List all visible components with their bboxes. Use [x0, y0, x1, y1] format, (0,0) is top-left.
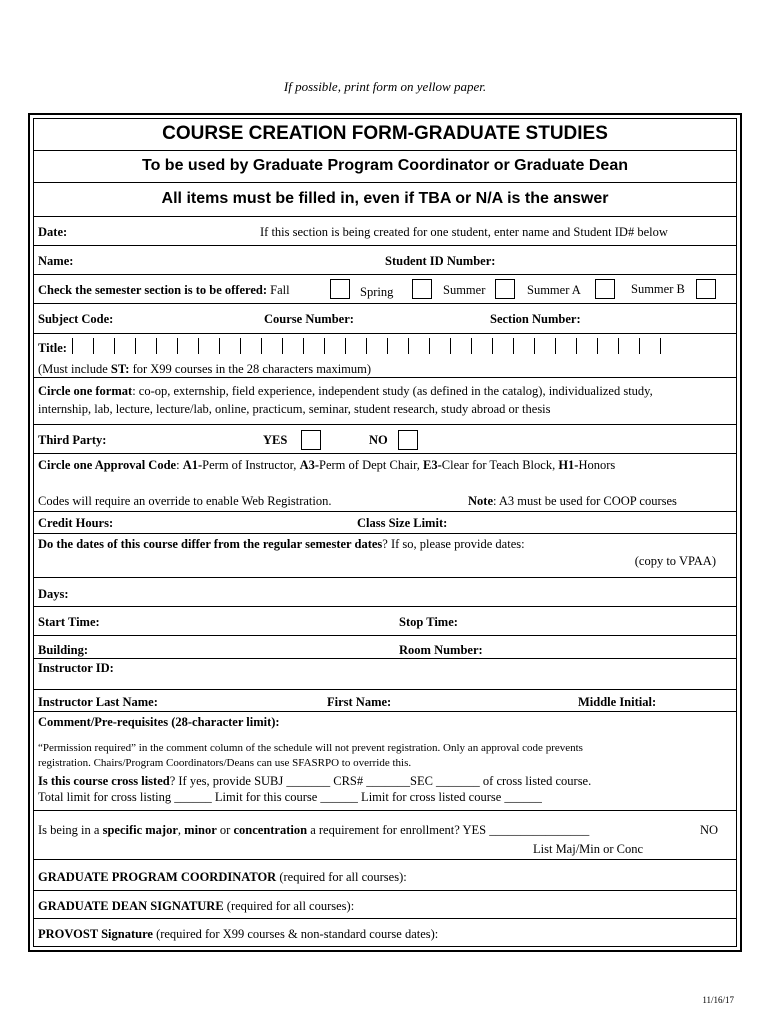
- stop-time-label: Stop Time:: [399, 615, 458, 629]
- days-label: Days:: [38, 587, 69, 601]
- char-tick: [282, 338, 283, 354]
- title-row: [34, 119, 736, 151]
- summer-b-label: Summer B: [631, 282, 685, 296]
- comment-label: Comment/Pre-requisites (28-character limit):: [38, 715, 280, 729]
- char-tick: [135, 338, 136, 354]
- credit-row: [34, 512, 736, 534]
- cross-list-row: [34, 769, 736, 811]
- comment-note-line-2: registration. Chairs/Program Coordinators/Deans can use SFASRPO to override this.: [38, 757, 412, 769]
- date-label: Date:: [38, 225, 68, 239]
- instructor-name-row: [34, 690, 736, 712]
- major-row: [34, 811, 736, 860]
- dean-signature-label: GRADUATE DEAN SIGNATURE (required for all courses):: [38, 899, 355, 913]
- name-row: [34, 246, 736, 275]
- char-tick: [240, 338, 241, 354]
- major-no-label: NO: [700, 823, 719, 837]
- spring-checkbox[interactable]: [412, 279, 432, 299]
- provost-row: [34, 919, 736, 950]
- char-tick: [618, 338, 619, 354]
- building-row: [34, 636, 736, 659]
- coordinator-row: [34, 860, 736, 891]
- instructions-row: [34, 183, 736, 217]
- course-creation-form: [28, 113, 742, 952]
- approval-codes: Circle one Approval Code: A1-Perm of Instructor, A3-Perm of Dept Chair, E3-Clear for Teach Block, H1-Honors: [38, 458, 616, 472]
- form-body: [33, 118, 737, 947]
- format-line-2: internship, lab, lecture, lecture/lab, online, practicum, seminar, student research, study abroad or thesis: [38, 402, 551, 416]
- char-tick: [198, 338, 199, 354]
- spring-label: Spring: [360, 285, 394, 299]
- char-tick: [492, 338, 493, 354]
- date-row: [34, 217, 736, 246]
- char-tick: [660, 338, 661, 354]
- char-tick: [366, 338, 367, 354]
- major-list-note: List Maj/Min or Conc: [533, 842, 644, 856]
- char-tick: [156, 338, 157, 354]
- char-tick: [114, 338, 115, 354]
- instructor-id-label: Instructor ID:: [38, 661, 114, 675]
- time-row: [34, 607, 736, 636]
- format-row: [34, 378, 736, 425]
- char-tick: [429, 338, 430, 354]
- approval-row: [34, 454, 736, 512]
- char-tick: [219, 338, 220, 354]
- char-tick: [72, 338, 73, 354]
- third-party-yes-label: YES: [263, 433, 288, 447]
- fall-label: Fall: [270, 283, 290, 297]
- char-tick: [324, 338, 325, 354]
- provost-signature-label: PROVOST Signature (required for X99 courses & non-standard course dates):: [38, 927, 439, 941]
- char-tick: [261, 338, 262, 354]
- section-number-label: Section Number:: [490, 312, 581, 326]
- semester-label: Check the semester section is to be offered: Fall: [38, 283, 290, 297]
- char-tick: [576, 338, 577, 354]
- form-title: COURSE CREATION FORM-GRADUATE STUDIES: [162, 123, 608, 144]
- title-field-row: [34, 334, 736, 378]
- third-party-no-checkbox[interactable]: [398, 430, 418, 450]
- summer-label: Summer: [443, 283, 486, 297]
- title-note: (Must include ST: for X99 courses in the 28 characters maximum): [38, 362, 372, 376]
- coordinator-signature-label: GRADUATE PROGRAM COORDINATOR (required for all courses):: [38, 870, 407, 884]
- dean-row: [34, 891, 736, 919]
- cross-list-line-2: Total limit for cross listing ______ Limit for this course ______ Limit for cross listed course ______: [38, 790, 542, 804]
- cross-list-line-1: Is this course cross listed? If yes, provide SUBJ _______ CRS# _______SEC _______ of cross listed course.: [38, 774, 592, 788]
- third-party-yes-checkbox[interactable]: [301, 430, 321, 450]
- instructor-first-name-label: First Name:: [327, 695, 392, 709]
- third-party-row: [34, 425, 736, 454]
- print-note: If possible, print form on yellow paper.: [283, 79, 487, 94]
- summer-b-checkbox[interactable]: [696, 279, 716, 299]
- form-subtitle: To be used by Graduate Program Coordinator or Graduate Dean: [141, 157, 628, 174]
- summer-checkbox[interactable]: [495, 279, 515, 299]
- instructor-last-name-label: Instructor Last Name:: [38, 695, 158, 709]
- char-tick: [303, 338, 304, 354]
- char-tick: [345, 338, 346, 354]
- subject-code-label: Subject Code:: [38, 312, 114, 326]
- char-tick: [93, 338, 94, 354]
- form-instructions: All items must be filled in, even if TBA or N/A is the answer: [161, 190, 609, 207]
- building-label: Building:: [38, 643, 89, 657]
- char-tick: [513, 338, 514, 354]
- name-label: Name:: [38, 254, 74, 268]
- char-tick: [450, 338, 451, 354]
- subtitle-row: [34, 151, 736, 183]
- char-tick: [597, 338, 598, 354]
- major-requirement-question: Is being in a specific major, minor or concentration a requirement for enrollment? YES ________________: [38, 823, 590, 837]
- format-line-1: Circle one format: co-op, externship, field experience, independent study (as defined in the catalog), individualized study,: [38, 384, 653, 398]
- comment-row: [34, 712, 736, 769]
- third-party-no-label: NO: [369, 433, 388, 447]
- revision-date: 11/16/17: [702, 995, 734, 1005]
- fall-checkbox[interactable]: [330, 279, 350, 299]
- char-tick: [471, 338, 472, 354]
- days-row: [34, 578, 736, 607]
- dates-row: [34, 534, 736, 578]
- char-tick: [387, 338, 388, 354]
- date-note: If this section is being created for one student, enter name and Student ID# below: [260, 225, 668, 239]
- start-time-label: Start Time:: [38, 615, 100, 629]
- instructor-id-row: [34, 659, 736, 690]
- codes-row: [34, 304, 736, 334]
- char-tick: [408, 338, 409, 354]
- coop-note: Note: A3 must be used for COOP courses: [468, 494, 677, 508]
- char-tick: [177, 338, 178, 354]
- copy-vpaa-note: (copy to VPAA): [634, 554, 716, 568]
- summer-a-checkbox[interactable]: [595, 279, 615, 299]
- comment-note-line-1: “Permission required” in the comment column of the schedule will not prevent registration. Only an approval code prevents: [38, 742, 583, 754]
- char-tick: [555, 338, 556, 354]
- char-tick: [534, 338, 535, 354]
- credit-hours-label: Credit Hours:: [38, 516, 114, 530]
- student-id-label: Student ID Number:: [385, 254, 496, 268]
- override-note: Codes will require an override to enable Web Registration.: [38, 494, 332, 508]
- instructor-middle-initial-label: Middle Initial:: [578, 695, 657, 709]
- course-number-label: Course Number:: [264, 312, 354, 326]
- class-size-label: Class Size Limit:: [357, 516, 448, 530]
- char-tick: [639, 338, 640, 354]
- dates-question: Do the dates of this course differ from the regular semester dates? If so, please provide dates:: [38, 537, 525, 551]
- title-label: Title:: [38, 341, 67, 355]
- summer-a-label: Summer A: [527, 283, 581, 297]
- semester-row: [34, 275, 736, 304]
- third-party-label: Third Party:: [38, 433, 107, 447]
- room-number-label: Room Number:: [399, 643, 483, 657]
